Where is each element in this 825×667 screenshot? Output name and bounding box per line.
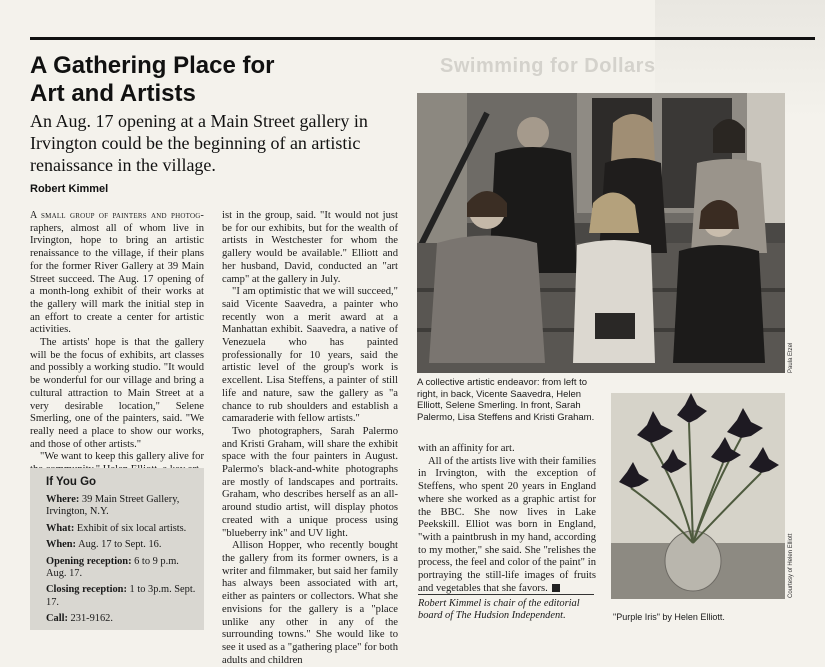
closing-label: Closing reception: (46, 584, 127, 596)
paragraph-text: All of the artists live with their families in Irvington, with the exception of Steffens, who spent 20 years in England where she worked as a graphic artist for the BBC. She now lives in Lake Peekskill. Elliot was born in England, "with a paintbrush in my hand, according to my mother," she said. She "relishes the process, the feel and color of the paint" in portraying the still-life images of fruits and vegetables that she favors. (418, 455, 596, 594)
what-value: Exhibit of six local artists. (76, 522, 187, 534)
paragraph (418, 456, 596, 596)
painting-caption: "Purple Iris" by Helen Elliott. (613, 612, 725, 622)
when-label: When: (46, 539, 77, 551)
where-value: 39 Main Street Gallery, Irvington, N.Y. (46, 494, 180, 518)
bleed-through-title: Swimming for Dollars (440, 55, 656, 77)
end-mark-icon (552, 584, 560, 592)
opening-value: 6 to 9 p.m. Aug. 17. (46, 555, 179, 580)
opening-item (46, 556, 198, 581)
group-photo-illustration (417, 93, 785, 373)
paragraph: Allison Hopper, who recently bought the gallery from its former owners, is a writer and filmmaker, but said her family has always been associated with art, either as painters or collectors. What she envisions for the gallery is a "place unlike any other in any of the surrounding towns." She would like to see it used as a "gathering place" for both adults and children (222, 540, 398, 666)
if-you-go-title: If You Go (46, 476, 97, 488)
paragraph: ist in the group, said. "It would not just be for our exhibits, but for the wealth of artists in Westchester for whom the gallery would be available." Elliott and her husband, David, conducted an "art camp" at the gallery in July. (222, 210, 398, 285)
painting-credit: Courtesy of Helen Elliott (788, 533, 794, 598)
paragraph: "We want to keep this gallery alive for (40, 451, 204, 463)
article-column-1 (30, 210, 204, 477)
opening-label: Opening reception: (46, 555, 132, 567)
headline-line-1: A Gathering Place for (30, 52, 275, 79)
article-headline (30, 52, 410, 108)
if-you-go-box (30, 468, 204, 630)
if-you-go-list (46, 494, 198, 630)
photo-credit: Paula Etzel (788, 342, 794, 373)
headline-line-2: Art and Artists (30, 80, 196, 107)
purple-iris-painting (611, 393, 785, 599)
paragraph-text: raphers, almost all of whom live in Irvington, hope to bring an artistic renaissance to the village, if their plans for the former River Gallery at 39 Main Street succeed. The Aug. 17 opening of a month-long exhibit of their works at the gallery will mark the initial step in an effort to create a center for artistic activities. (30, 222, 204, 336)
where-item (46, 494, 198, 519)
call-item (46, 613, 198, 625)
paragraph: with an affinity for art. (418, 443, 515, 454)
when-item (46, 539, 198, 551)
purple-iris-illustration (611, 393, 785, 599)
paragraph: The artists' hope is that the gallery will be the focus of exhibits, art classes and possibly a working studio. "It would be wonderful for our village and bring a cultural attraction to Main Street at a very desirable location," Selene Smerling, one of the painters, said. "We really need a place to show our works, and those of other artists." (30, 337, 204, 450)
where-label: Where: (46, 494, 80, 505)
what-label: What: (46, 522, 75, 534)
editor-note: Robert Kimmel is chair of the editorial board of The Hudsion Independent. (418, 598, 580, 622)
lead-in: A small group of painters and photog- (30, 210, 204, 221)
article-column-2 (222, 210, 398, 667)
article-deck: An Aug. 17 opening at a Main Street gallery in Irvington could be the beginning of an artistic renaissance in the village. (30, 111, 368, 175)
byline: Robert Kimmel (30, 183, 109, 195)
when-value: Aug. 17 to Sept. 16. (78, 539, 162, 551)
editor-note-rule (418, 594, 594, 595)
group-photo (417, 93, 785, 373)
article-column-3 (418, 443, 596, 595)
paragraph: "I am optimistic that we will succeed," said Vicente Saavedra, a painter who recently won a merit award at a Manhattan exhibit. Saavedra, a native of Venezuela who has painted professionally for 10 years, said the artistic level of the group's work is excellent. Lisa Steffens, a painter of still life and nature, saw the gallery as "a chance to rub shoulders and establish a camaraderie with fellow artists." (222, 286, 398, 425)
photo-caption: A collective artistic endeavor: from left to right, in back, Vicente Saavedra, Helen Elliott, Selene Smerling. In front, Sarah Palermo, Lisa Steffens and Kristi Graham. (417, 377, 595, 423)
what-item (46, 523, 198, 535)
call-label: Call: (46, 613, 68, 625)
paragraph (30, 210, 204, 337)
closing-item (46, 584, 198, 609)
call-value: 231-9162. (70, 613, 113, 625)
paragraph: Two photographers, Sarah Palermo and Kristi Graham, will share the exhibit space with the four painters in August. Palermo's black-and-white photographs are mostly of landscapes and portraits. Graham, who describes herself as an all-around studio artist, will display photos created with a unique process using "blueberry ink" and UV light. (222, 425, 398, 539)
top-rule (30, 37, 815, 40)
closing-value: 1 to 3p.m. Sept. 17. (46, 584, 196, 608)
